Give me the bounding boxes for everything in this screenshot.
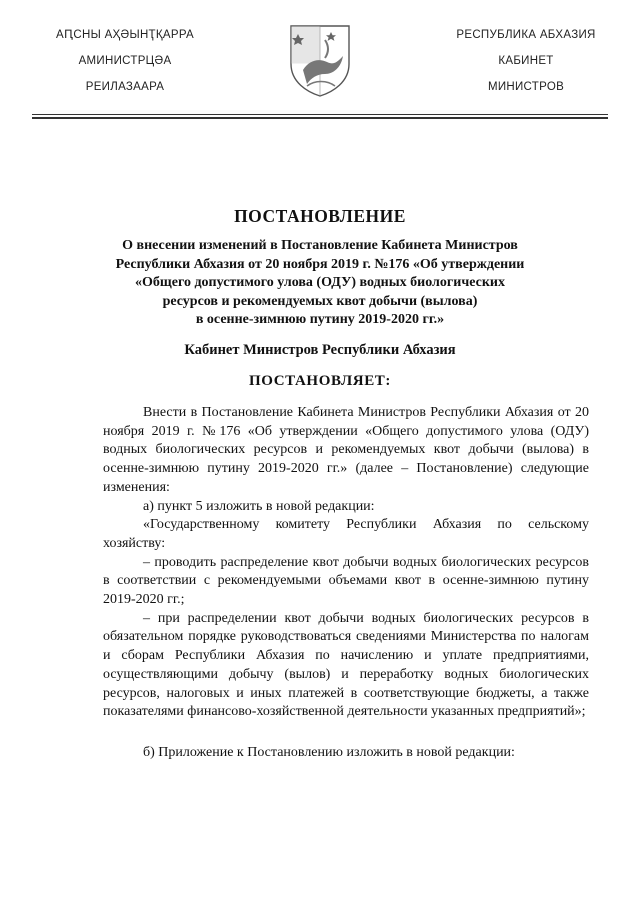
document-body [103,404,589,763]
subject-line-4: ресурсов и рекомендуемых квот добычи (вылова) [162,293,478,309]
header-divider-top [32,114,608,115]
header-left-block [40,28,210,106]
document-subject [80,237,560,330]
paragraph-dash-2: – при распределении квот добычи водных биологических ресурсов в обязательном порядке руководствоваться сведениями Министерства по налогам и сборам Республики Абхазия по начислению и уплате предприятиями, осуществляющими добычу (вылов) и переработку водных биологических ресурсов, налоговых и иных платежей в соответствующие бюджеты, а также показателями финансово-хозяйственной деятельности указанных предприятий»; [103,610,589,720]
paragraph-committee: «Государственному комитету Республики Абхазия по сельскому хозяйству: [103,517,589,551]
header-left-line-2: АМИНИСТРЦӘА [78,55,172,67]
header-left-line-1: АԤСНЫ АҲӘЫНҬҚАРРА [56,29,194,41]
document-title: ПОСТАНОВЛЕНИЕ [234,206,406,226]
paragraph-item-b: б) Приложение к Постановлению изложить в новой редакции: [143,744,515,760]
paragraph-dash-1: – проводить распределение квот добычи водных биологических ресурсов в соответствии с рекомендуемыми объемами квот в осенне-зимнюю путину 2019-2020 гг.; [103,554,589,608]
header-divider-bottom [32,117,608,119]
header-right-line-3: МИНИСТРОВ [487,81,565,93]
paragraph-intro: Внести в Постановление Кабинета Министров Республики Абхазия от 20 ноября 2019 г. №176 «Об утверждении «Общего допустимого улова (ОДУ) водных биологических ресурсов и рекомендуемых квот добычи (вылова) в осенне-зимнюю путину 2019-2020 гг.» (далее – Постановление) следующие изменения: [103,405,589,495]
subject-line-3: «Общего допустимого улова (ОДУ) водных биологических [135,275,505,291]
header-right-block [436,28,616,106]
subject-line-2: Республики Абхазия от 20 ноября 2019 г. №176 «Об утверждении [115,256,525,272]
subject-line-5: в осенне-зимнюю путину 2019-2020 гг.» [195,312,445,328]
paragraph-item-a: а) пункт 5 изложить в новой редакции: [143,498,375,514]
decrees-heading: ПОСТАНОВЛЯЕТ: [248,373,392,389]
header-right-line-1: РЕСПУБЛИКА АБХАЗИЯ [456,29,596,41]
header-left-line-3: РЕИЛАЗААРА [85,81,165,93]
header-right-line-2: КАБИНЕТ [498,55,554,67]
coat-of-arms-abkhazia-icon [285,20,355,98]
issuer-line: Кабинет Министров Республики Абхазия [184,342,456,358]
subject-line-1: О внесении изменений в Постановление Кабинета Министров [122,238,518,253]
